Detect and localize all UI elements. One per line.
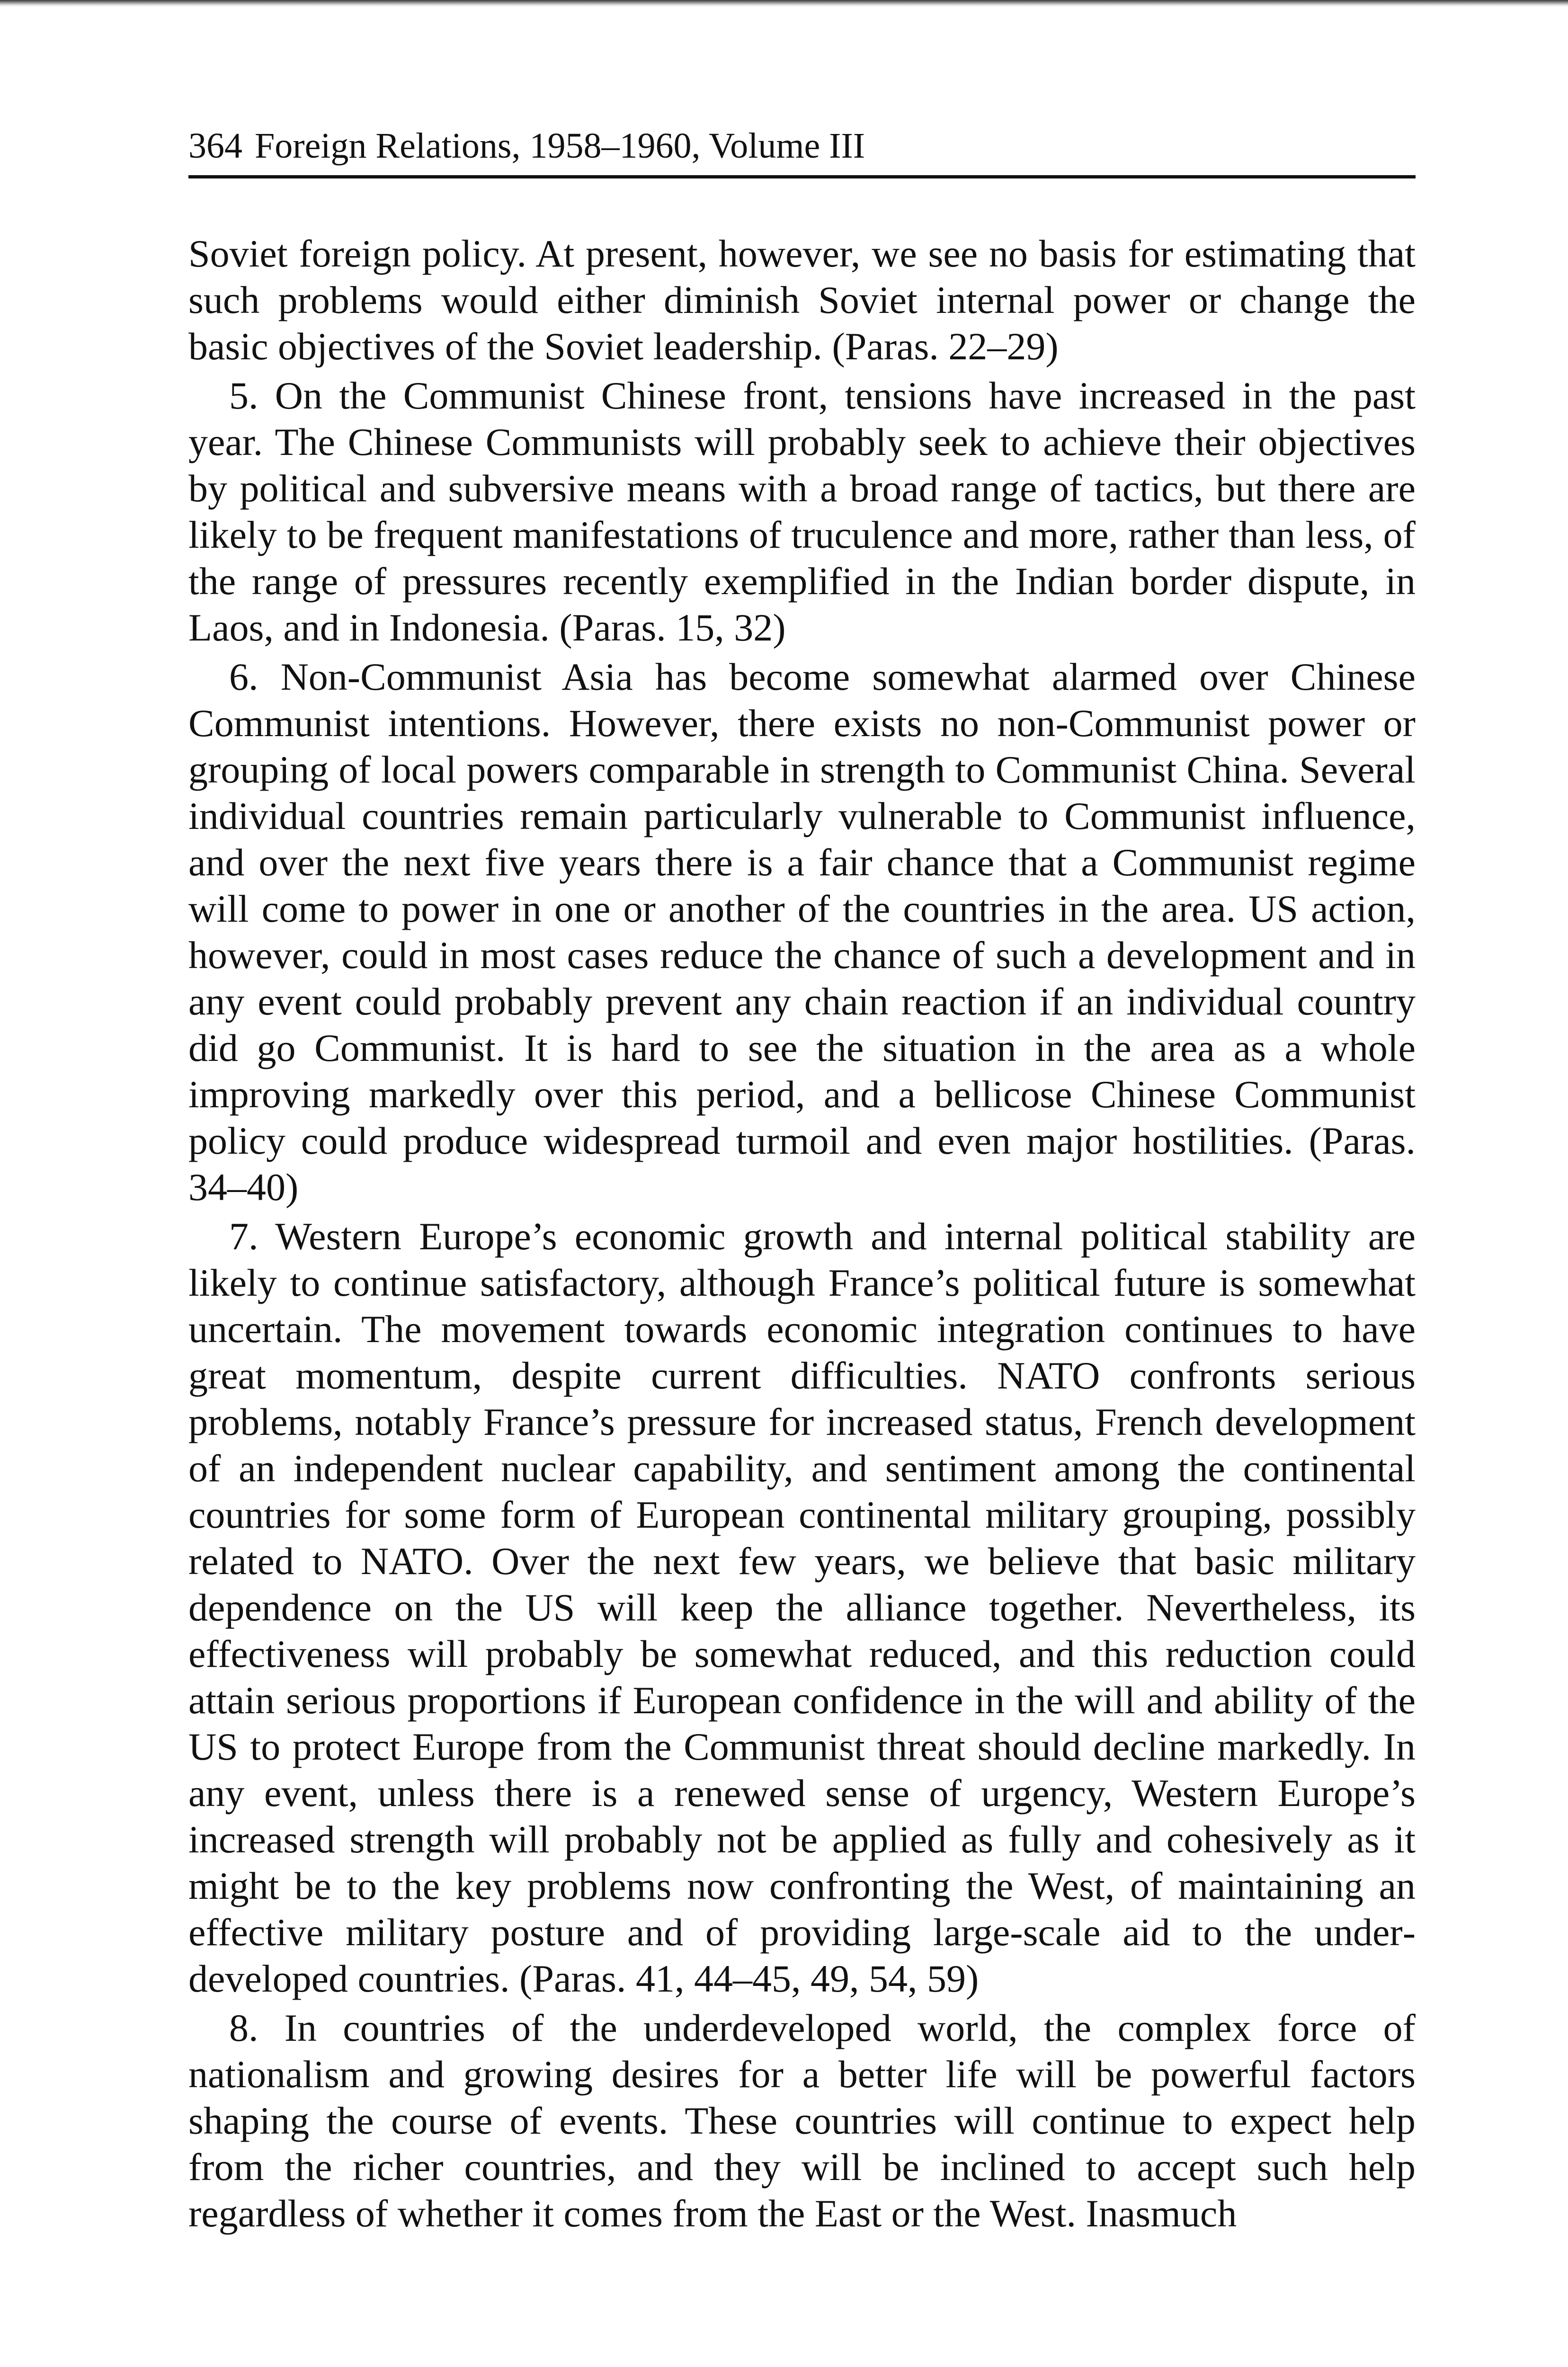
paragraph-8: 8. In countries of the underdeveloped world, the complex force of nationalism and growing desires for a better life will be powerful factors shaping the course of events. These countries will continue to expect help from the richer countries, and they will be inclined to accept such help regardless of whether it comes from the East or the West. Inasmuch bbox=[188, 2006, 1416, 2235]
document-page bbox=[188, 128, 1416, 2237]
running-head-title: Foreign Relations, 1958–1960, Volume III bbox=[255, 126, 865, 166]
paragraph-7: 7. Western Europe’s economic growth and internal political stability are likely to continue satisfactory, although France’s political future is somewhat uncertain. The movement towards economic integration continues to have great momentum, despite current difficulties. NATO confronts serious problems, notably France’s pressure for increased status, French development of an independent nuclear capability, and sentiment among the continental countries for some form of European continental military grouping, possibly related to NATO. Over the next few years, we believe that basic military dependence on the US will keep the alliance together. Nevertheless, its effectiveness will probably be somewhat reduced, and this reduction could attain serious proportions if European confidence in the will and ability of the US to protect Europe from the Communist threat should decline markedly. In any event, unless there is a renewed sense of urgency, Western Europe’s increased strength will probably not be applied as fully and cohesively as it might be to the key problems now confronting the West, of maintaining an effective military posture and of providing large-scale aid to the underdeveloped countries. (Paras. 41, 44–45, 49, 54, 59) bbox=[188, 1215, 1416, 2000]
scan-edge bbox=[0, 0, 1568, 7]
paragraph-5: 5. On the Communist Chinese front, tensions have increased in the past year. The Chinese Communists will probably seek to achieve their objectives by political and subversive means with a broad range of tactics, but there are likely to be frequent manifestations of truculence and more, rather than less, of the range of pressures recently exemplified in the Indian border dispute, in Laos, and in Indonesia. (Paras. 15, 32) bbox=[188, 374, 1416, 649]
running-head bbox=[188, 128, 1416, 175]
body-text bbox=[188, 231, 1416, 2237]
header-rule bbox=[188, 175, 1416, 178]
paragraph-6: 6. Non-Communist Asia has become somewhat alarmed over Chinese Communist intentions. However, there exists no non-Communist power or grouping of local powers comparable in strength to Communist China. Several individual countries remain particularly vulnerable to Communist influence, and over the next five years there is a fair chance that a Communist regime will come to power in one or another of the countries in the area. US action, however, could in most cases reduce the chance of such a development and in any event could probably prevent any chain reaction if an individual country did go Communist. It is hard to see the situation in the area as a whole improving markedly over this period, and a bellicose Chinese Communist policy could produce widespread turmoil and even major hostilities. (Paras. 34–40) bbox=[188, 655, 1416, 1209]
paragraph-continued: Soviet foreign policy. At present, however, we see no basis for estimating that such problems would either diminish Soviet internal power or change the basic objectives of the Soviet leadership. (Paras. 22–29) bbox=[188, 232, 1416, 368]
page-number: 364 bbox=[188, 126, 242, 166]
